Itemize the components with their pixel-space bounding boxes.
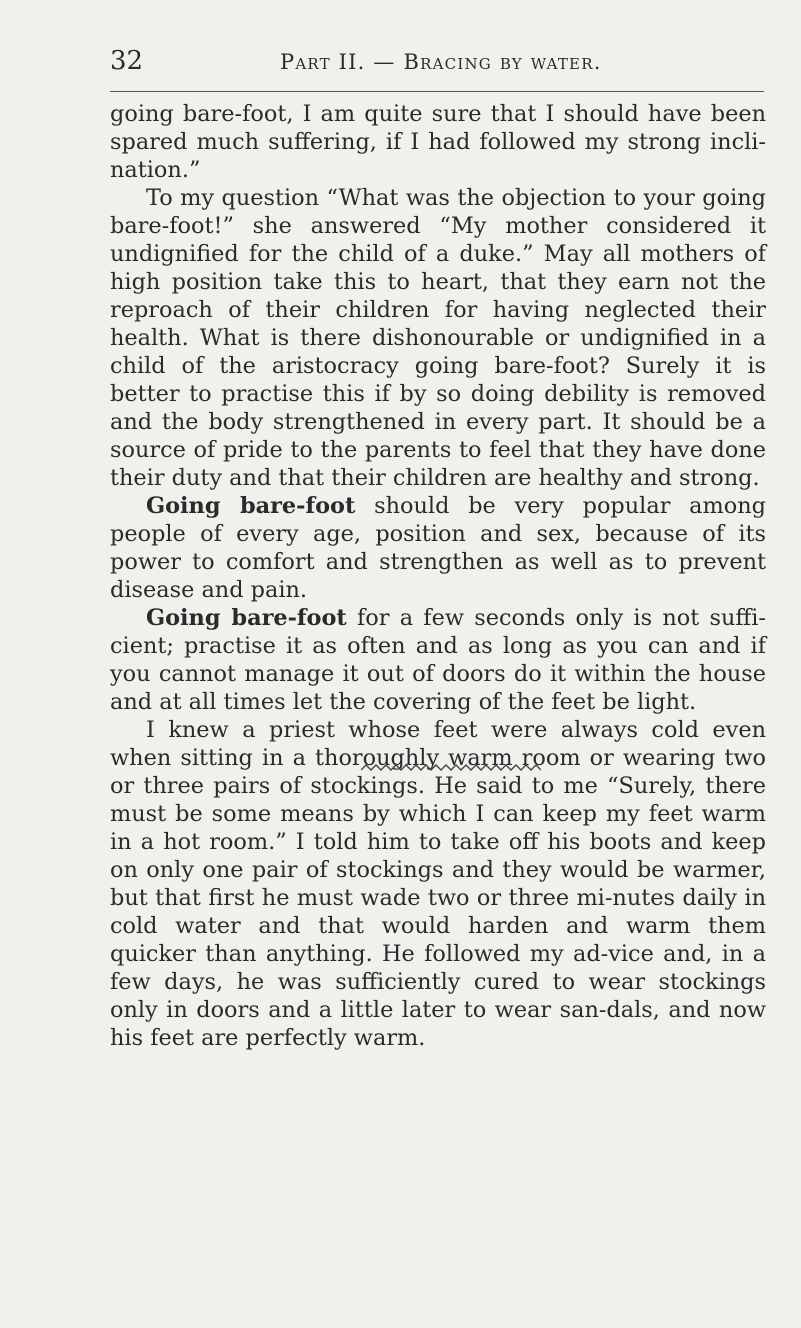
paragraph-4 (110, 604, 766, 716)
paragraph-2 (110, 184, 766, 492)
header-rule (110, 91, 764, 92)
paragraph-lead: Going bare-foot (146, 493, 356, 519)
paragraph-text: should be very popular among people of every age, position and sex, because of its power to comfort and strengthen as well as to prevent disease and pain. (110, 493, 766, 603)
paragraph-3 (110, 492, 766, 604)
body-text (110, 100, 766, 1052)
section-end-ornament (361, 762, 541, 778)
paragraph-1 (110, 100, 766, 184)
paragraph-lead: Going bare-foot (146, 605, 347, 631)
paragraph-text: To my question “What was the objection to your going bare-foot!” she answered “My mother considered it undignified for the child of a duke.” May all mothers of high position take this to heart, that they earn not the reproach of their children for having neglected their health. What is there dishonourable or undignified in a child of the aristocracy going bare-foot? Surely it is better to practise this if by so doing debility is removed and the body strengthened in every part. It should be a source of pride to the parents to feel that they have done their duty and that their children are healthy and strong. (110, 185, 766, 491)
paragraph-text: going bare-foot, I am quite sure that I should have been spared much suffering, if I had followed my strong incli-nation.” (110, 101, 766, 183)
running-head: Part II. — Bracing by water. (280, 50, 602, 74)
page-header (92, 46, 772, 80)
page-number: 32 (110, 46, 144, 76)
paragraph-text: for a few seconds only is not suffi-cient; practise it as often and as long as you can and if you cannot manage it out of doors do it within the house and at all times let the covering of the feet be light. (110, 605, 766, 715)
paragraph-text: I knew a priest whose feet were always cold even when sitting in a thoroughly warm room or wearing two or three pairs of stockings. He said to me “Surely, there must be some means by which I can keep my feet warm in a hot room.” I told him to take off his boots and keep on only one pair of stockings and they would be warmer, but that first he must wade two or three mi-nutes daily in cold water and that would harden and warm them quicker than anything. He followed my ad-vice and, in a few days, he was sufficiently cured to wear stockings only in doors and a little later to wear san-dals, and now his feet are perfectly warm. (110, 717, 766, 1051)
